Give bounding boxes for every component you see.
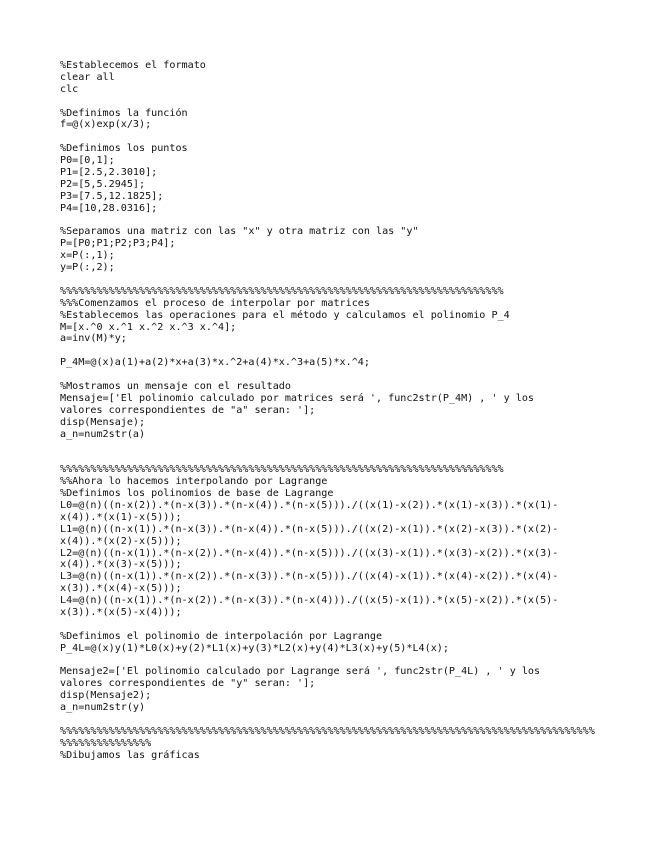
code-line: a=inv(M)*y; [60,333,127,345]
code-line: valores correspondientes de "y" seran: ']; [60,678,316,690]
code-line: x(4)).*(x(1)-x(5))); [60,511,182,523]
code-line: y=P(:,2); [60,262,115,274]
code-line: L2=@(n)((n-x(1)).*(n-x(2)).*(n-x(4)).*(n-x(5)))./((x(3)-x(1)).*(x(3)-x(2)).*(x(3)- [60,547,559,559]
code-line: x(4)).*(x(2)-x(5))); [60,535,182,547]
code-line [60,441,620,453]
code-line: disp(Mensaje); [60,416,146,428]
code-line: L3=@(n)((n-x(1)).*(n-x(2)).*(n-x(3)).*(n-x(5)))./((x(4)-x(1)).*(x(4)-x(2)).*(x(4)- [60,571,559,583]
code-line: L1=@(n)((n-x(1)).*(n-x(3)).*(n-x(4)).*(n-x(5)))./((x(2)-x(1)).*(x(2)-x(3)).*(x(2)- [60,523,559,535]
code-line [60,619,620,631]
code-line [60,345,620,357]
code-line: P_4L=@(x)y(1)*L0(x)+y(2)*L1(x)+y(3)*L2(x)+y(4)*L3(x)+y(5)*L4(x); [60,642,449,654]
code-line: L4=@(n)((n-x(1)).*(n-x(2)).*(n-x(3)).*(n-x(4)))./((x(5)-x(1)).*(x(5)-x(2)).*(x(5)- [60,595,559,607]
code-line: %Definimos los puntos [60,143,188,155]
code-line [60,96,620,108]
code-line: clc [60,83,79,95]
code-line: Mensaje=['El polinomio calculado por matrices será ', func2str(P_4M) , ' y los [60,392,535,404]
code-line: Mensaje2=['El polinomio calculado por Lagrange será ', func2str(P_4L) , ' y los [60,666,541,678]
code-line: %Definimos los polinomios de base de Lagrange [60,488,334,500]
code-line [60,369,620,381]
code-line: x(4)).*(x(3)-x(5))); [60,559,182,571]
code-line: %Definimos el polinomio de interpolación por Lagrange [60,630,383,642]
code-line: %%%%%%%%%%%%%%% [60,737,152,749]
code-line [60,452,620,464]
code-line [60,215,620,227]
code-line: %%%Comenzamos el proceso de interpolar por matrices [60,297,370,309]
code-line: x=P(:,1); [60,250,115,262]
code-line: P_4M=@(x)a(1)+a(2)*x+a(3)*x.^2+a(4)*x.^3+a(5)*x.^4; [60,357,370,369]
code-line: %Establecemos las operaciones para el método y calculamos el polinomio P_4 [60,309,510,321]
code-line: f=@(x)exp(x/3); [60,119,152,131]
code-line: L0=@(n)((n-x(2)).*(n-x(3)).*(n-x(4)).*(n-x(5)))./((x(1)-x(2)).*(x(1)-x(3)).*(x(1)- [60,499,559,511]
code-line [60,274,620,286]
code-line: %Dibujamos las gráficas [60,749,200,761]
code-line: %%%%%%%%%%%%%%%%%%%%%%%%%%%%%%%%%%%%%%%%%%%%%%%%%%%%%%%%%%%%%%%%%%%%%%%%% [60,464,504,476]
code-line: P2=[5,5.2945]; [60,178,146,190]
code-line: M=[x.^0 x.^1 x.^2 x.^3 x.^4]; [60,321,237,333]
code-line: %%%%%%%%%%%%%%%%%%%%%%%%%%%%%%%%%%%%%%%%%%%%%%%%%%%%%%%%%%%%%%%%%%%%%%%%% [60,285,504,297]
code-line: %Establecemos el formato [60,60,206,71]
code-line: P=[P0;P1;P2;P3;P4]; [60,238,176,250]
code-listing [60,60,620,762]
code-line: %Separamos una matriz con las "x" y otra matriz con las "y" [60,226,419,238]
code-line: x(3)).*(x(5)-x(4))); [60,606,182,618]
code-line: %%%%%%%%%%%%%%%%%%%%%%%%%%%%%%%%%%%%%%%%%%%%%%%%%%%%%%%%%%%%%%%%%%%%%%%%%%%%%%%%%%%%%%%% [60,725,595,737]
code-line [60,655,620,667]
code-line: %Mostramos un mensaje con el resultado [60,381,291,393]
code-line: P0=[0,1]; [60,155,115,167]
code-line: clear all [60,71,115,83]
code-line [60,131,620,143]
code-line: %Definimos la función [60,107,188,119]
code-line: P3=[7.5,12.1825]; [60,190,164,202]
code-line: disp(Mensaje2); [60,690,152,702]
code-line: a_n=num2str(a) [60,428,146,440]
code-line: P4=[10,28.0316]; [60,202,158,214]
code-line: P1=[2.5,2.3010]; [60,167,158,179]
code-line: valores correspondientes de "a" seran: ']; [60,404,316,416]
code-line: %%Ahora lo hacemos interpolando por Lagrange [60,476,328,488]
code-line [60,714,620,726]
code-line: a_n=num2str(y) [60,702,146,714]
code-line: x(3)).*(x(4)-x(5))); [60,583,182,595]
